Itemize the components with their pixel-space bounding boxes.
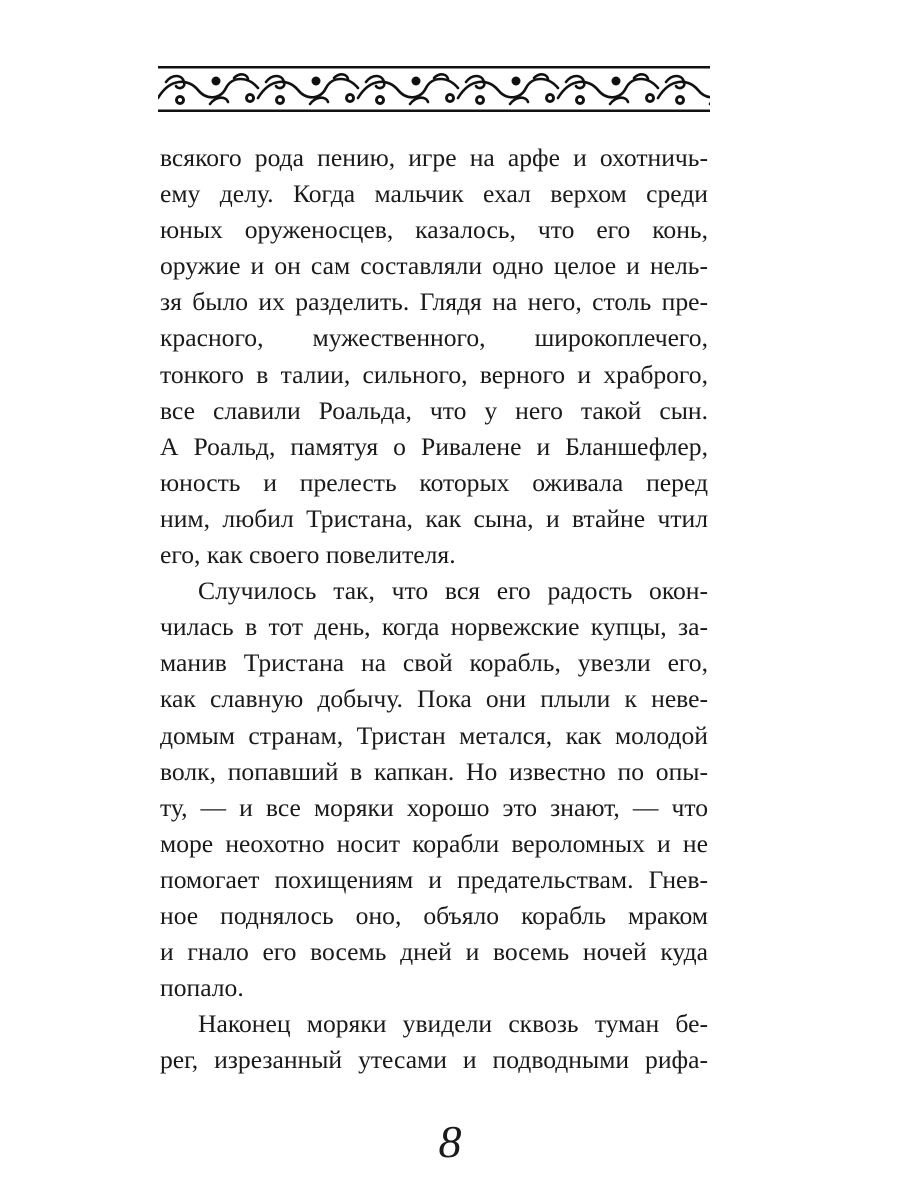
text-line: рег, изрезанный утесами и подводными рифа- [160,1045,708,1075]
text-line: красного, мужественного, широкоплечего, [160,323,708,353]
text-line: зя было их разделить. Глядя на него, столь пре- [160,287,708,317]
paragraph-1 [160,140,708,573]
text-line: его, как своего повелителя. [160,540,456,570]
text-line: ему делу. Когда мальчик ехал верхом среди [160,179,708,209]
text-line: все славили Роальда, что у него такой сын. [160,395,708,425]
text-line: ним, любил Тристана, как сына, и втайне чтил [160,503,708,533]
text-line: Наконец моряки увидели сквозь туман бе- [198,1009,708,1039]
text-line: юность и прелесть которых оживала перед [160,467,708,497]
text-line: манив Тристана на свой корабль, увезли его, [160,648,708,678]
text-line: ное поднялось оно, объяло корабль мраком [160,900,708,930]
text-line: Случилось так, что вся его радость окон- [198,576,708,606]
text-line: и гнало его восемь дней и восемь ночей куда [160,937,708,967]
page-number: 8 [438,1116,462,1167]
text-line: ту, — и все моряки хорошо это знают, — что [160,792,708,822]
text-line: волк, попавший в капкан. Но известно по опы- [160,756,708,786]
text-line: помогает похищениям и предательствам. Гнев- [160,864,708,894]
text-line: оружие и он сам составляли одно целое и нель- [160,251,708,281]
text-line: тонкого в талии, сильного, верного и храброго, [160,359,708,389]
body-text [160,140,708,1078]
text-line: чилась в тот день, когда норвежские купцы, за- [160,612,708,642]
text-line: всякого рода пению, игре на арфе и охотничь- [160,143,708,172]
paragraph-3 [160,1006,708,1078]
text-line: юных оруженосцев, казалось, что его конь, [160,215,708,245]
floral-ornament-icon [158,64,710,114]
text-line: А Роальд, памятуя о Ривалене и Бланшефлер, [160,431,708,461]
text-line: море неохотно носит корабли вероломных и не [160,828,708,858]
text-line: домым странам, Тристан метался, как молодой [160,720,708,750]
text-line: попало. [160,973,244,1003]
text-line: как славную добычу. Пока они плыли к неве- [160,684,708,714]
paragraph-2 [160,573,708,1006]
